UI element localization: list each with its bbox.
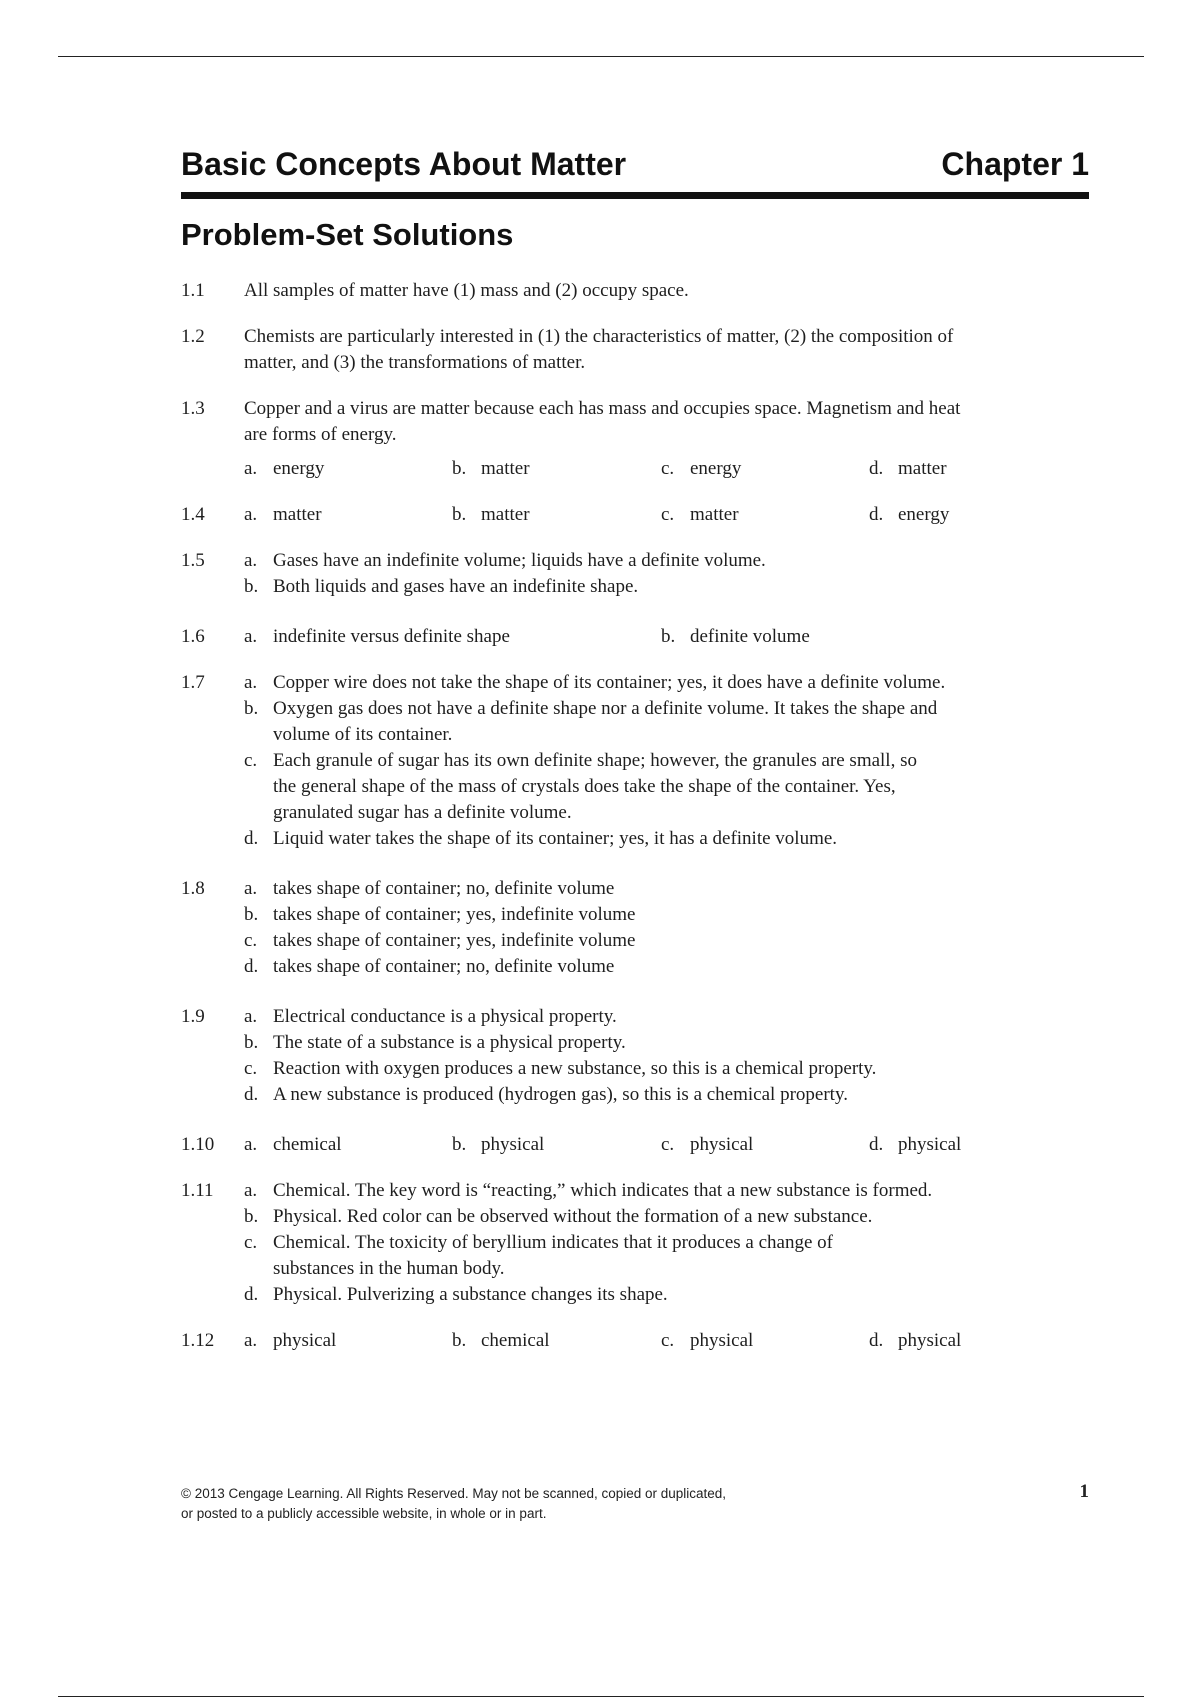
answer-item xyxy=(661,456,869,482)
sub-item xyxy=(244,826,1089,852)
sub-item-text: Physical. Red color can be observed without the formation of a new substance. xyxy=(273,1206,873,1227)
problem-1-6 xyxy=(181,624,1089,650)
answer-item xyxy=(244,502,452,528)
sub-item-label: b. xyxy=(244,1032,259,1053)
sub-item-text: The state of a substance is a physical property. xyxy=(273,1032,626,1053)
page-footer xyxy=(181,1481,1089,1524)
sub-item-text: Reaction with oxygen produces a new substance, so this is a chemical property. xyxy=(273,1058,877,1079)
answer-item xyxy=(244,1132,452,1158)
sub-item xyxy=(244,902,1089,928)
answer-item xyxy=(452,1132,661,1158)
sub-item-text: takes shape of container; yes, indefinite volume xyxy=(273,904,636,925)
sub-item xyxy=(244,954,1089,980)
sub-item-text: takes shape of container; no, definite volume xyxy=(273,956,615,977)
sub-item-label: d. xyxy=(244,1084,259,1105)
sub-item xyxy=(244,1030,1089,1056)
answer-label: a. xyxy=(244,626,258,647)
answer-item xyxy=(452,1328,661,1354)
answer-row xyxy=(244,1328,1089,1354)
answer-text: matter xyxy=(690,504,739,525)
sub-item xyxy=(244,928,1089,954)
sub-item-text: Physical. Pulverizing a substance changes its shape. xyxy=(273,1284,668,1305)
sub-item xyxy=(244,574,1089,600)
sub-item-label: c. xyxy=(244,1058,258,1079)
answer-text: physical xyxy=(273,1330,337,1351)
answer-item xyxy=(452,456,661,482)
sub-item-label: d. xyxy=(244,828,259,849)
sub-item-text: Electrical conductance is a physical property. xyxy=(273,1006,617,1027)
problem-number: 1.11 xyxy=(181,1180,214,1201)
sub-item-label: a. xyxy=(244,550,258,571)
sub-item-text-line: granulated sugar has a definite volume. xyxy=(273,802,572,823)
sub-item-text-line: Each granule of sugar has its own definite shape; however, the granules are small, so xyxy=(273,750,917,771)
answer-text: physical xyxy=(898,1134,962,1155)
bottom-rule xyxy=(58,1696,1144,1697)
answer-label: d. xyxy=(869,458,884,479)
answer-text: matter xyxy=(481,504,530,525)
sub-item-label: d. xyxy=(244,1284,259,1305)
problem-text-line: matter, and (3) the transformations of matter. xyxy=(244,352,586,373)
sub-item xyxy=(244,1082,1089,1108)
copyright-line: © 2013 Cengage Learning. All Rights Reserved. May not be scanned, copied or duplicated, xyxy=(181,1486,727,1501)
copyright-line: or posted to a publicly accessible website, in whole or in part. xyxy=(181,1506,547,1521)
sub-item-text-line: substances in the human body. xyxy=(273,1258,505,1279)
sub-item-label: c. xyxy=(244,930,258,951)
top-rule xyxy=(58,56,1144,57)
sub-item xyxy=(244,696,1089,748)
problem-1-12 xyxy=(181,1328,1089,1354)
answer-row xyxy=(244,456,1089,482)
problem-number: 1.4 xyxy=(181,504,205,525)
problem-number: 1.1 xyxy=(181,280,205,301)
answer-text: chemical xyxy=(273,1134,342,1155)
answer-item xyxy=(661,1328,869,1354)
answer-text: energy xyxy=(690,458,742,479)
problem-list xyxy=(181,278,1089,1374)
header-bar xyxy=(181,192,1089,199)
problem-text: All samples of matter have (1) mass and (2) occupy space. xyxy=(244,280,689,301)
answer-label: c. xyxy=(661,458,675,479)
problem-text-line: Copper and a virus are matter because each has mass and occupies space. Magnetism and heat xyxy=(244,398,961,419)
answer-label: c. xyxy=(661,504,675,525)
answer-text: physical xyxy=(481,1134,545,1155)
answer-label: c. xyxy=(661,1330,675,1351)
answer-label: b. xyxy=(452,1330,467,1351)
sub-item-text: takes shape of container; no, definite volume xyxy=(273,878,615,899)
problem-1-10 xyxy=(181,1132,1089,1158)
chapter-number: Chapter 1 xyxy=(941,146,1089,182)
sub-item-text-line: volume of its container. xyxy=(273,724,453,745)
problem-number: 1.3 xyxy=(181,398,205,419)
problem-1-2 xyxy=(181,324,1089,376)
answer-text: energy xyxy=(273,458,325,479)
sub-item-label: c. xyxy=(244,750,258,771)
answer-label: c. xyxy=(661,1134,675,1155)
answer-label: d. xyxy=(869,1134,884,1155)
answer-text: physical xyxy=(898,1330,962,1351)
answer-label: d. xyxy=(869,1330,884,1351)
sub-item xyxy=(244,748,1089,826)
sub-item xyxy=(244,1178,1089,1204)
problem-1-1 xyxy=(181,278,1089,304)
problem-number: 1.6 xyxy=(181,626,205,647)
answer-item xyxy=(869,456,1089,482)
sub-item-text-line: Oxygen gas does not have a definite shape nor a definite volume. It takes the shape and xyxy=(273,698,938,719)
problem-1-9 xyxy=(181,1004,1089,1108)
answer-item xyxy=(244,456,452,482)
sub-item xyxy=(244,1282,1089,1308)
sub-item xyxy=(244,876,1089,902)
sub-item-label: d. xyxy=(244,956,259,977)
page-number: 1 xyxy=(1079,1481,1089,1502)
answer-item xyxy=(244,1328,452,1354)
answer-row xyxy=(244,1132,1089,1158)
answer-text: physical xyxy=(690,1134,754,1155)
sub-item-label: b. xyxy=(244,1206,259,1227)
problem-1-5 xyxy=(181,548,1089,600)
answer-item xyxy=(869,1328,1089,1354)
answer-text: matter xyxy=(481,458,530,479)
problem-number: 1.5 xyxy=(181,550,205,571)
problem-text-line: are forms of energy. xyxy=(244,424,397,445)
sub-item-label: a. xyxy=(244,878,258,899)
answer-text: indefinite versus definite shape xyxy=(273,626,510,647)
answer-item xyxy=(244,624,661,650)
answer-item xyxy=(869,1132,1089,1158)
answer-item xyxy=(661,624,1089,650)
sub-item-label: c. xyxy=(244,1232,258,1253)
problem-text-line: Chemists are particularly interested in (1) the characteristics of matter, (2) the composition of xyxy=(244,326,954,347)
sub-item xyxy=(244,1204,1089,1230)
answer-label: b. xyxy=(452,504,467,525)
answer-label: b. xyxy=(661,626,676,647)
problem-1-7 xyxy=(181,670,1089,852)
sub-item xyxy=(244,1230,1089,1282)
problem-1-4 xyxy=(181,502,1089,528)
answer-label: a. xyxy=(244,1330,258,1351)
sub-item-text: A new substance is produced (hydrogen gas), so this is a chemical property. xyxy=(273,1084,848,1105)
sub-item xyxy=(244,548,1089,574)
sub-item-label: b. xyxy=(244,576,259,597)
answer-text: chemical xyxy=(481,1330,550,1351)
sub-item-text: Copper wire does not take the shape of its container; yes, it does have a definite volume. xyxy=(273,672,946,693)
problem-1-11 xyxy=(181,1178,1089,1308)
chapter-title: Basic Concepts About Matter xyxy=(181,146,627,182)
answer-item xyxy=(452,502,661,528)
answer-label: d. xyxy=(869,504,884,525)
problem-1-8 xyxy=(181,876,1089,980)
section-title: Problem-Set Solutions xyxy=(181,217,514,252)
sub-item-text: Liquid water takes the shape of its container; yes, it has a definite volume. xyxy=(273,828,838,849)
answer-item xyxy=(661,1132,869,1158)
sub-item-text-line: the general shape of the mass of crystals does take the shape of the container. Yes, xyxy=(273,776,896,797)
sub-item xyxy=(244,1004,1089,1030)
sub-item-text: Gases have an indefinite volume; liquids have a definite volume. xyxy=(273,550,766,571)
problem-number: 1.12 xyxy=(181,1330,215,1351)
answer-text: physical xyxy=(690,1330,754,1351)
answer-text: definite volume xyxy=(690,626,810,647)
answer-label: a. xyxy=(244,1134,258,1155)
answer-item xyxy=(869,502,1089,528)
sub-item-text-line: Chemical. The toxicity of beryllium indicates that it produces a change of xyxy=(273,1232,833,1253)
sub-item-label: a. xyxy=(244,1180,258,1201)
sub-item-label: b. xyxy=(244,698,259,719)
answer-label: a. xyxy=(244,504,258,525)
sub-item-text: takes shape of container; yes, indefinite volume xyxy=(273,930,636,951)
answer-label: b. xyxy=(452,1134,467,1155)
problem-number: 1.9 xyxy=(181,1006,205,1027)
answer-label: a. xyxy=(244,458,258,479)
problem-1-3 xyxy=(181,396,1089,482)
sub-item-text: Chemical. The key word is “reacting,” which indicates that a new substance is formed. xyxy=(273,1180,933,1201)
answer-item xyxy=(661,502,869,528)
sub-item-label: a. xyxy=(244,1006,258,1027)
answer-text: energy xyxy=(898,504,950,525)
answer-text: matter xyxy=(898,458,947,479)
answer-row xyxy=(244,502,1089,528)
sub-item-label: a. xyxy=(244,672,258,693)
sub-item-text: Both liquids and gases have an indefinite shape. xyxy=(273,576,639,597)
problem-number: 1.2 xyxy=(181,326,205,347)
problem-number: 1.10 xyxy=(181,1134,215,1155)
answer-label: b. xyxy=(452,458,467,479)
sub-item xyxy=(244,1056,1089,1082)
sub-item-label: b. xyxy=(244,904,259,925)
answer-row xyxy=(244,624,1089,650)
problem-number: 1.7 xyxy=(181,672,205,693)
answer-text: matter xyxy=(273,504,322,525)
sub-item xyxy=(244,670,1089,696)
problem-number: 1.8 xyxy=(181,878,205,899)
